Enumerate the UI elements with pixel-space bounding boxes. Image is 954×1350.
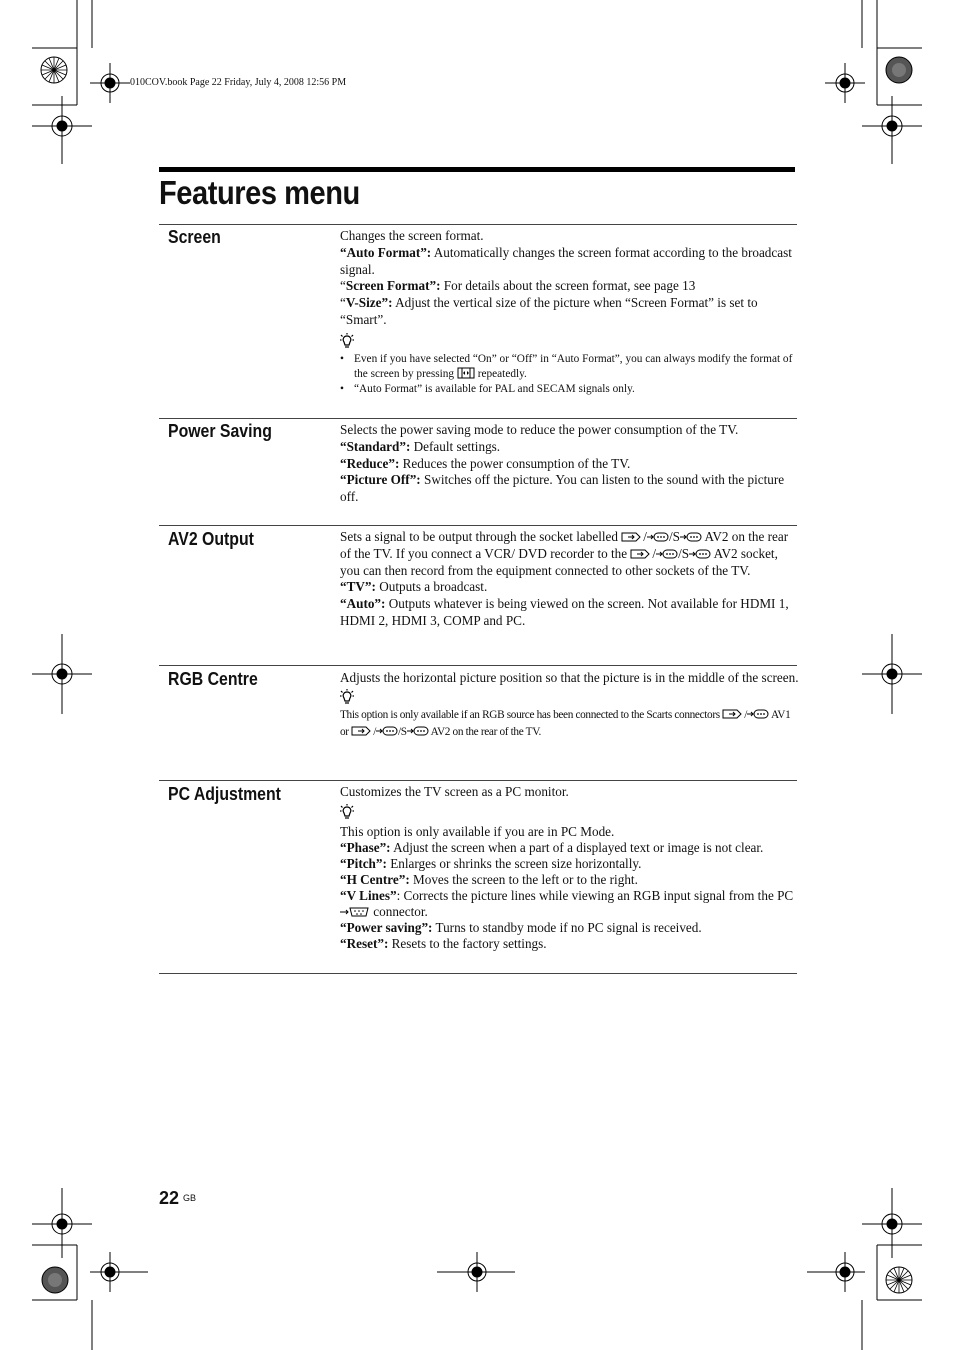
- term: “Reset”:: [340, 936, 389, 952]
- note-text-part: AV2 on the rear of the TV.: [430, 725, 542, 738]
- registration-mark-icon: [32, 96, 92, 156]
- term-desc: Enlarges or shrinks the screen size horizontally.: [386, 855, 642, 871]
- print-header: 010COV.book Page 22 Friday, July 4, 2008 12:56 PM: [130, 77, 347, 88]
- scart-output-icon: [722, 708, 744, 720]
- section-desc-pc-adjustment: [340, 784, 800, 953]
- note-text-part: AV1 or: [340, 708, 791, 738]
- section-label-power-saving: Power Saving: [168, 421, 272, 441]
- desc-item: [340, 888, 800, 920]
- grey-target-icon: [884, 55, 914, 85]
- section-label-av2-output: AV2 Output: [168, 529, 254, 549]
- section-label-rgb-centre: RGB Centre: [168, 669, 258, 689]
- term: V-Size”:: [345, 295, 393, 311]
- term-desc: For details about the screen format, see page 13: [440, 278, 696, 294]
- term-desc: Outputs whatever is being viewed on the screen. Not available for HDMI 1, HDMI 2, HDMI 3, COMP and PC.: [340, 596, 789, 628]
- term-desc: : Corrects the picture lines while viewing an RGB input signal from the PC: [396, 888, 794, 904]
- section-desc-av2-output: [340, 529, 800, 630]
- section-label-screen: Screen: [168, 227, 221, 247]
- term: “Phase”:: [340, 839, 391, 855]
- scart-input-icon: [656, 548, 678, 560]
- registration-mark-icon: [90, 1252, 130, 1292]
- desc-item: [340, 278, 800, 295]
- desc-item: [340, 439, 800, 456]
- registration-mark-icon: [90, 63, 130, 103]
- term-desc: Automatically changes the screen format according to the broadcast signal.: [340, 244, 792, 277]
- registration-mark-icon: [862, 96, 922, 156]
- desc-text: Changes the screen format.: [340, 228, 484, 243]
- desc-item: [340, 840, 800, 856]
- note-item: [340, 382, 800, 397]
- bullet: •: [340, 352, 344, 365]
- desc-text-part: AV2 socket, you can then record from the equipment connected to other sockets of the TV.: [340, 545, 778, 578]
- desc-text: Selects the power saving mode to reduce the power consumption of the TV.: [340, 422, 739, 437]
- pc-options: [340, 824, 800, 953]
- term-desc: Outputs a broadcast.: [375, 579, 488, 595]
- page-number: 22: [159, 1188, 180, 1208]
- lightbulb-tip-icon: [340, 689, 800, 707]
- note-text: repeatedly.: [477, 367, 527, 380]
- title-rule: [159, 167, 795, 172]
- desc-item: [340, 920, 800, 936]
- scart-output-icon: [621, 531, 643, 543]
- section-divider: [159, 780, 797, 781]
- desc-item: [340, 456, 800, 473]
- registration-mark-icon: [32, 634, 92, 714]
- note-text-part: This option is only available if an RGB source has been connected to the Scarts connectors: [340, 708, 720, 721]
- desc-item: [340, 245, 800, 279]
- term: “Pitch”:: [340, 855, 387, 871]
- desc-text: [340, 529, 800, 579]
- term-desc: Adjust the screen when a part of a displayed text or image is not clear.: [390, 839, 764, 855]
- scart-input-icon: [747, 708, 769, 720]
- scart-input-icon: [647, 531, 669, 543]
- s-video-icon: [689, 548, 711, 560]
- registration-mark-icon: [825, 1252, 865, 1292]
- desc-item: [340, 936, 800, 952]
- separator: /S: [398, 725, 407, 738]
- desc-item: [340, 872, 800, 888]
- term-desc: Adjust the vertical size of the picture when “Screen Format” is set to “Smart”.: [340, 295, 758, 327]
- term-desc: Resets to the factory settings.: [388, 936, 547, 952]
- desc-text-part: AV2 on the rear of the TV. If you connect a VCR/ DVD recorder to the: [340, 529, 789, 561]
- note-text: Even if you have selected “On” or “Off” in “Auto Format”, you can always modify the format of the screen by pressing: [354, 352, 793, 380]
- section-desc-rgb-centre: [340, 670, 800, 741]
- section-divider: [159, 973, 797, 974]
- bullet: •: [340, 382, 344, 395]
- term-desc: Reduces the power consumption of the TV.: [399, 455, 631, 471]
- starburst-target-icon: [39, 55, 69, 85]
- section-label-pc-adjustment: PC Adjustment: [168, 784, 281, 804]
- section-divider: [159, 224, 797, 225]
- note-item: [340, 352, 800, 382]
- term-desc: connector.: [370, 904, 428, 920]
- term-desc: Turns to standby mode if no PC signal is received.: [432, 920, 702, 936]
- desc-item: [340, 472, 800, 506]
- separator: /: [744, 708, 748, 721]
- term: “Auto Format”:: [340, 244, 432, 260]
- separator: /S: [678, 545, 690, 561]
- section-divider: [159, 665, 797, 666]
- registration-mark-icon: [825, 63, 865, 103]
- term: Screen Format”:: [345, 278, 441, 294]
- desc-text-part: Sets a signal to be output through the socket labelled: [340, 529, 618, 544]
- lightbulb-tip-icon: [340, 333, 800, 351]
- separator: /S: [668, 529, 680, 544]
- registration-mark-icon: [32, 1188, 92, 1258]
- term: “Picture Off”:: [340, 472, 421, 488]
- scart-output-icon: [630, 548, 652, 560]
- desc-text: This option is only available if you are in PC Mode.: [340, 823, 615, 839]
- grey-target-icon: [40, 1265, 70, 1295]
- registration-mark-icon: [862, 1188, 922, 1258]
- term: “Reduce”:: [340, 455, 400, 471]
- quote-mark: “: [340, 295, 346, 311]
- s-video-icon: [407, 725, 429, 737]
- scart-input-icon: [376, 725, 398, 737]
- section-desc-power-saving: [340, 422, 800, 506]
- starburst-target-icon: [884, 1265, 914, 1295]
- desc-item: [340, 856, 800, 872]
- term: “V Lines”: [340, 888, 397, 904]
- section-divider: [159, 525, 797, 526]
- term: “Auto”:: [340, 596, 386, 612]
- pc-connector-icon: [340, 906, 370, 918]
- term: “H Centre”:: [340, 872, 410, 888]
- note-text: [340, 707, 800, 741]
- section-desc-screen: [340, 228, 800, 397]
- section-divider: [159, 418, 797, 419]
- desc-text: Adjusts the horizontal picture position so that the picture is in the middle of the screen.: [340, 670, 799, 685]
- separator: /: [652, 545, 657, 561]
- desc-item: [340, 579, 800, 596]
- page-language-suffix: GB: [183, 1193, 197, 1203]
- page-title: Features menu: [159, 174, 360, 211]
- desc-item: [340, 295, 800, 329]
- desc-item: [340, 596, 800, 630]
- separator: /: [373, 725, 376, 738]
- registration-mark-icon: [437, 1252, 517, 1292]
- desc-text: Customizes the TV screen as a PC monitor.: [340, 784, 569, 799]
- registration-mark-icon: [862, 634, 922, 714]
- quote-mark: “: [340, 278, 346, 294]
- term-desc: Default settings.: [410, 438, 501, 454]
- term: “Power saving”:: [340, 920, 433, 936]
- wide-mode-button-icon: [457, 367, 475, 379]
- scart-output-icon: [351, 725, 373, 737]
- lightbulb-tip-icon: [340, 804, 800, 824]
- term-desc: Moves the screen to the left or to the right.: [409, 872, 638, 888]
- s-video-icon: [680, 531, 702, 543]
- term: “TV”:: [340, 579, 376, 595]
- separator: /: [643, 529, 647, 544]
- note-text: “Auto Format” is available for PAL and SECAM signals only.: [354, 382, 635, 395]
- term-desc: Switches off the picture. You can listen to the sound with the picture off.: [340, 472, 785, 505]
- term: “Standard”:: [340, 438, 411, 454]
